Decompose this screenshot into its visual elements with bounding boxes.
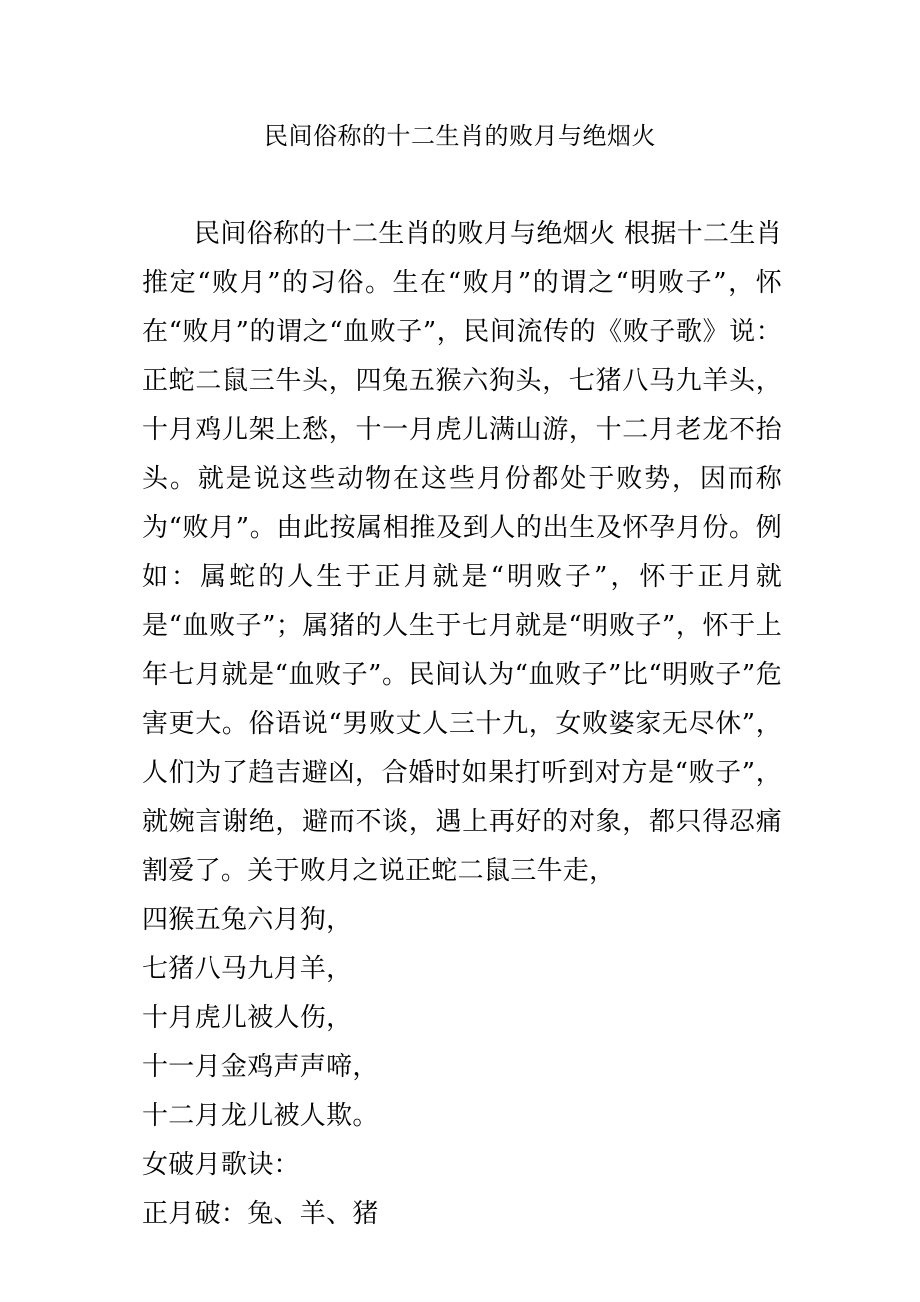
verse-line: 四猴五兔六月狗， — [142, 905, 353, 935]
verse-line: 十月虎儿被人伤， — [142, 1003, 353, 1033]
document-body — [142, 210, 782, 1239]
document-title: 民间俗称的十二生肖的败月与绝烟火 — [264, 122, 656, 150]
verse-line: 十一月金鸡声声啼， — [142, 1052, 379, 1082]
main-paragraph: 民间俗称的十二生肖的败月与绝烟火 根据十二生肖推定“败月”的习俗。生在“败月”的谓之“明败子”，怀在“败月”的谓之“血败子”，民间流传的《败子歌》说：正蛇二鼠三牛头，四兔五猴六狗头，七猪八马九羊头，十月鸡儿架上愁，十一月虎儿满山游，十二月老龙不抬头。就是说这些动物在这些月份都处于败势，因而称为“败月”。由此按属相推及到人的出生及怀孕月份。例如：属蛇的人生于正月就是“明败子”，怀于正月就是“血败子”；属猪的人生于七月就是“明败子”，怀于上年七月就是“血败子”。民间认为“血败子”比“明败子”危害更大。俗语说“男败丈人三十九，女败婆家无尽休”，人们为了趋吉避凶，合婚时如果打听到对方是“败子”，就婉言谢绝，避而不谈，遇上再好的对象，都只得忍痛割爱了。关于败月之说正蛇二鼠三牛走， — [142, 219, 782, 886]
verse-line: 七猪八马九月羊， — [142, 954, 353, 984]
verse-line: 十二月龙儿被人欺。 — [142, 1101, 379, 1131]
section-heading: 女破月歌诀： — [142, 1150, 300, 1180]
verse-line: 正月破：兔、羊、猪 — [142, 1199, 379, 1229]
